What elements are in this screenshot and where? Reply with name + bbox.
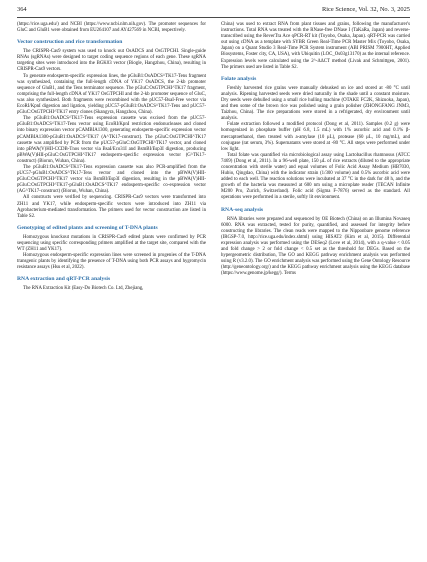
page-number: 364 [17, 6, 27, 13]
paragraph: Freshly harvested rice grains were manually dehusked on ice and stored at -80 °C until analysis. Ripening harvested seeds were dried naturally in the shade until a constant moisture. Dry seeds were dehulled using a small rice hulling machine (OTAKE FC2K, Shizuoka, Japan), and then some of the brown rice was polished using a grain polisher (ZHONGFANG JNM3, Taizhou, China). The rice preparations were stored in a refrigerated, dry environment until analysis. [221, 85, 410, 122]
section-heading: RNA extraction and qRT-PCR analysis [17, 276, 111, 283]
section-heading: Genotyping of edited plants and screening of T-DNA plants [17, 224, 158, 231]
section-heading: Vector construction and rice transformation [17, 39, 123, 46]
body-columns [17, 22, 410, 292]
paragraph: The pGluB1:OsADCS^TK17-Tens expression cassette was also PCR-amplified from the pUC57-pGluB1:OsADCS^TK17-Tens vector and cloned into the pBWA(V)HII-pGluC:OsGTPCHI^TK17 vector via BsmBI/Esp3I digestion, resulting in the pBWA(V)HII-pGluC:OsGTPCHI^TK17-pGluB1:OsADCS^TK17 endosperm-specific co-expression vector (AG^TK17-construct) (Biorun, Wuhan, China). [17, 164, 206, 195]
running-head [17, 6, 410, 17]
paragraph: Folate extraction followed a modified protocol (Dong et al, 2011). Samples (0.2 g) were homogenized in phosphate buffer (pH 6.8, 1.5 mL) with 1% ascorbic acid and 0.1% β-mercaptoethanol, then treated with a-amylase (10 μL), protease (60 μL, 10 mg/mL), and conjugase (rat serum, 3%). Supernatants were stored at -80 °C. All steps were performed under low light. [221, 122, 410, 152]
section-heading: Folate analysis [221, 75, 257, 82]
left-column [17, 22, 206, 292]
paragraph: All constructs were verified by sequencing. CRISPR-Cas9 vectors were transformed into ZH11 and YK17, while endosperm-specific vectors were introduced into ZH11 via Agrobacterium-mediated transformation. The primers used for vector construction are listed in Table S2. [17, 195, 206, 219]
section-heading: RNA-seq analysis [221, 206, 264, 213]
paragraph: Total folate was quantified via microbiological assay using Lactobacillus rhamnosus (ATCC 7469) (Dong et al, 2011). In a 96-well plate, 150 μL of rice extracts (diluted to the appropriate concentration with sterile water) and equal volumes of Folic Acid Assay Medium (HB7030, Hubio, Qingdao, China) with the indicator strain (1/300 volume) and 0.5% ascorbic acid were added to each well. The reaction solutions were incubated at 37 °C in the dark for 48 h, and the growth of the bacteria was measured at 600 nm using a microplate reader (TECAN Infinite M200 Pro, Zurich, Switzerland). Folic acid (Sigma F-7876) served as the standard. All operations were performed in a sterile, softly lit environment. [221, 152, 410, 201]
paragraph: The RNA Extraction Kit (Easy-Do Biotech Co. Ltd, Zhejiang, [23, 286, 144, 292]
paragraph: To generate endosperm-specific expression lines, the pGluB1:OsADCS^TK17-Tens fragment was synthesized, containing the full-length cDNA of YK17 OsADCS, the 2-kb promoter sequence of GluB1, and the Tens terminator sequence. The pGluC:OsGTPCHI^TK17 fragment, comprising the full-length cDNA of YK17 OsGTPCHI and the 2-kb promoter sequence of GluC, was also synthesized. Both fragments were recombined with the pUC57-BsaI-Free vector via EcoRI/KpnI digestion and ligation, yielding pUC57-pGluB1:OsADCS^TK17-Tens and pUC57-pGluC:OsGTPCHI^TK17 entry clones (Skangyra, Hangzhou, China). [17, 73, 206, 116]
paragraph: China) was used to extract RNA from plant tissues and grains, following the manufacturer's instructions. Total RNA was treated with the RNase-free DNase I (TaKaRa, Japan) and reverse-transcribed using the ReverTra Ace qPCR-RT kit (Toyobo, Osaka, Japan). qRT-PCR was carried out using cDNA as a template with SYBR Green Real-Time PCR Master Mix (Toyobo, Osaka, Japan) on a Quant Studio 3 Real-Time PCR System instrument (ABI PRISM 7900HT, Applied Biosystems, Foster city, CA, USA), with Ubiquitin (LOC_Os03g13170) as the internal reference. Expression levels were calculated using the 2^-ΔΔCT method (Livak and Schmittgen, 2001). The primers used are listed in Table S2. [221, 22, 410, 70]
paragraph: The CRISPR-Cas9 system was used to knock out OsADCS and OsGTPCHI. Single-guide RNAs (sgRNAs) were designed to target coding sequence regions of each gene. These sgRNA targeting sites were introduced into the BGK03 vector (Biogle, Hangzhou, China), resulting in CRISPR-Cas9 vectors. [17, 49, 206, 73]
journal-citation: Rice Science, Vol. 32, No. 3, 2025 [322, 6, 410, 13]
paragraph: Homozygous knockout mutations in CRISPR-Cas9 edited plants were confirmed by PCR sequencing using specific corresponding primers amplified at the target site, compared with the WT (ZH11 and YK17). [17, 234, 206, 252]
paragraph: RNA libraries were prepared and sequenced by OE Biotech (China) on an Illumina Novaseq 6000. RNA was extracted, tested for purity, quantified, and assessed for integrity before constructing the libraries. The clean reads were mapped to the Nipponbare genome reference (IRGSP-7.0, http://rice.uga.edu/index.shtml) using HISAT2 (Kim et al, 2015). Differential expression analysis was performed using the DESeq2 (Love et al, 2014), with a q-value < 0.05 and fold change > 2 or fold change < 0.5 set as the threshold for DEGs. Based on the hypergeometric distribution, The GO and KEGG pathway enrichment analysis was performed using R (v3.2.0). The GO enrichment analysis was performed using the Gene Ontology Resource (http://geneontology.org/) and the KEGG pathway enrichment analysis using the KEGG database (https://www.genome.jp/kegg/). Terms [221, 216, 410, 277]
paragraph: Homozygous endosperm-specific expression lines were screened in progenies of the T-DNA transgenic plants by identifying the presence of T-DNA using both PCR assays and hygromycin resistance assays (Hsu et al, 2022). [17, 253, 206, 271]
paragraph: (https://rice.uga.edu/) and NCBI (https://www.ncbi.nlm.nih.gov). The promoter sequences for GluC and GluB1 were obtained from EU264107 and AY427569 in NCBI, respectively. [17, 22, 206, 34]
header-rule [17, 17, 410, 18]
right-column [221, 22, 410, 292]
paragraph: The pGluB1:OsADCS^TK17-Tens expression cassette was excised from the pUC57-pGluB1:OsADCS^TK17-Tens vector using EcoRI/KpnI restriction endonucleases and cloned into binary expression vector pCAMBIA1300, generating endosperm-specific expression vector pCAMBIA1300-pGluB1:OsADCS^TK17 (A^TK17-construct). The pGluC:OsGTPCHI^TK17 cassette was amplified by PCR from the pUC57-pGluC:OsGTPCHI^TK17 vector, and cloned into pBWA(V)HII-CCDB-Tnos vector via BsaI/Eco31I and BsmBI/Esp3I digestion, producing pBWA(V)HII-pGluC:OsGTPCHI^TK17 endosperm-specific expression vector (G^TK17-construct) (Biorun, Wuhan, China). [17, 116, 206, 164]
